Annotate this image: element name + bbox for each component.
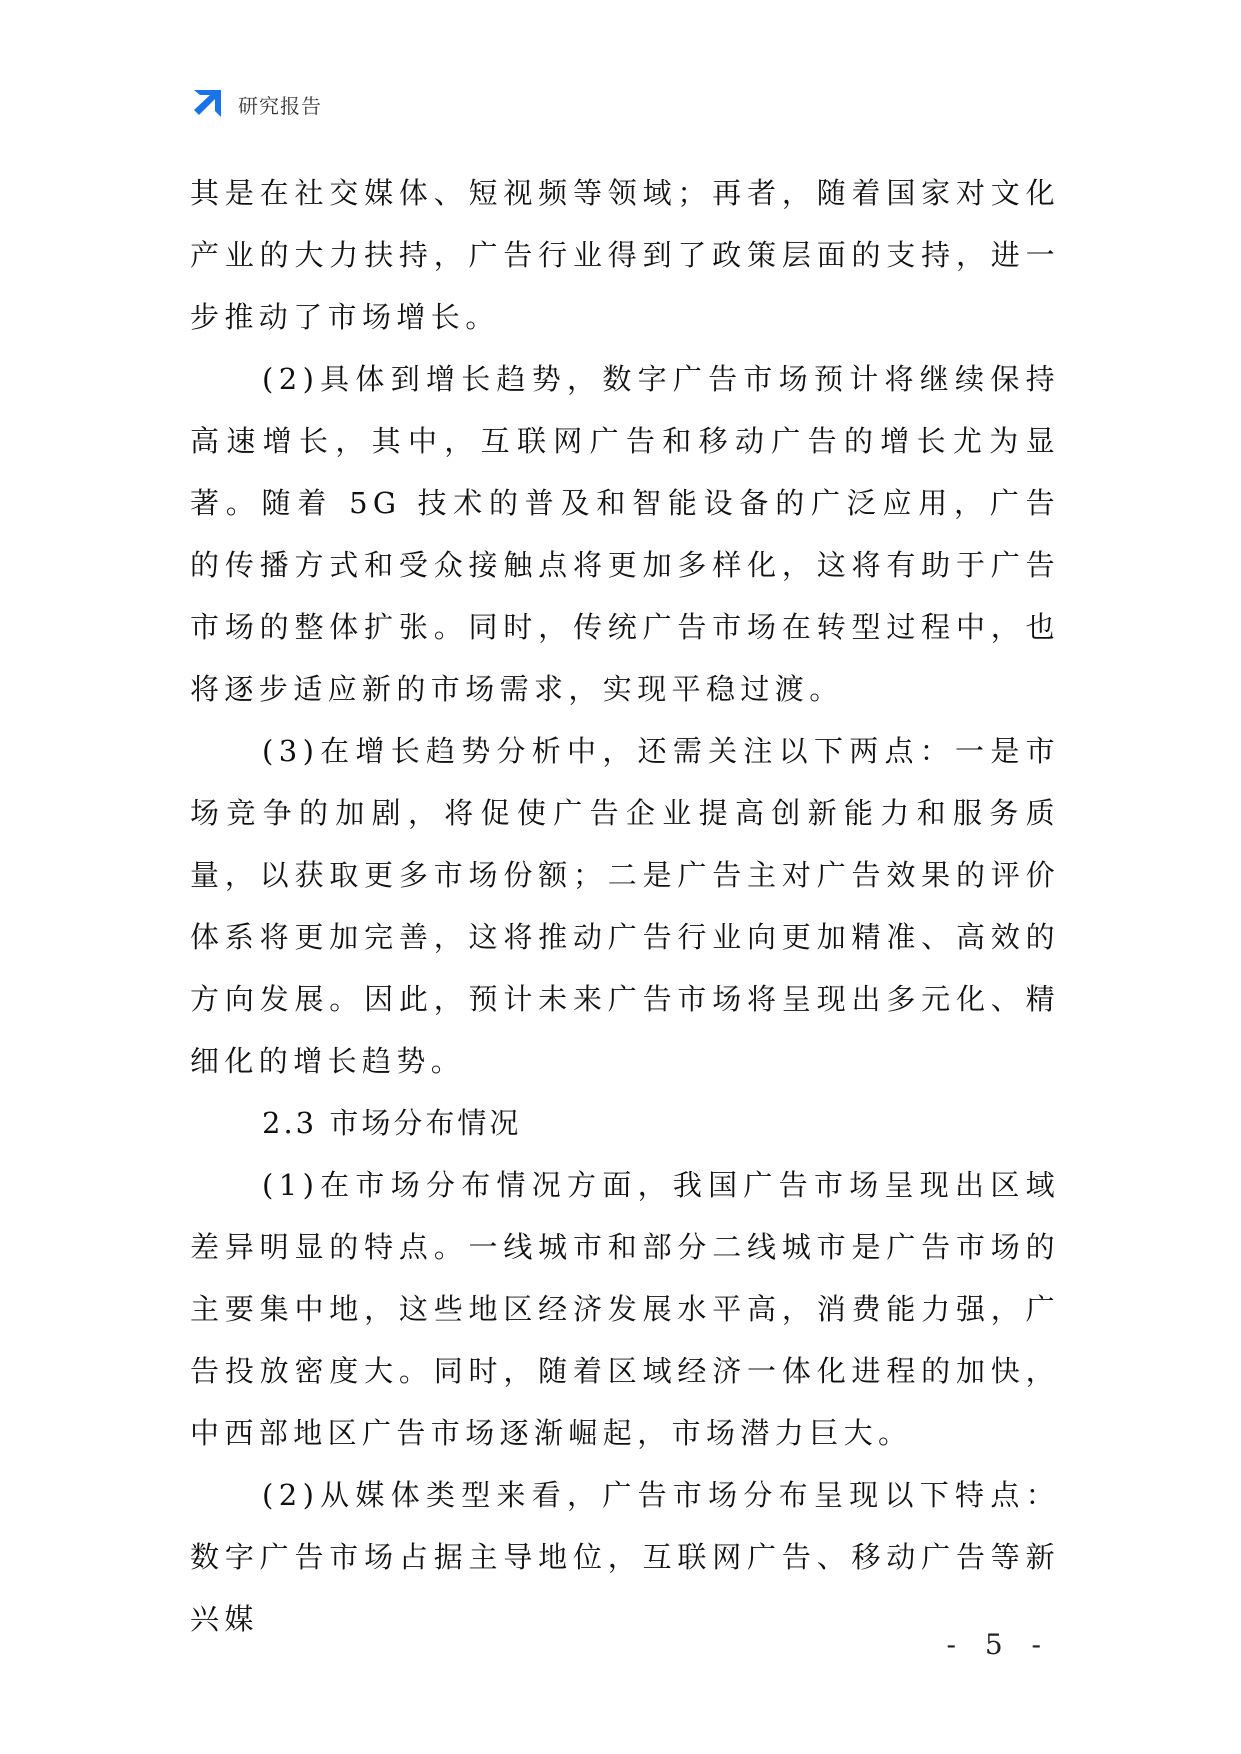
arrow-up-right-icon xyxy=(190,87,224,121)
page-number: - 5 - xyxy=(946,1628,1051,1661)
body-paragraph: (1)在市场分布情况方面，我国广告市场呈现出区域差异明显的特点。一线城市和部分二线城市是广告市场的主要集中地，这些地区经济发展水平高，消费能力强，广告投放密度大。同时，随着区域经济一体化进程的加快，中西部地区广告市场逐渐崛起，市场潜力巨大。 xyxy=(190,1168,1060,1450)
body-paragraph: (2)从媒体类型来看，广告市场分布呈现以下特点：数字广告市场占据主导地位，互联网广告、移动广告等新兴媒 xyxy=(190,1478,1060,1636)
document-body xyxy=(190,162,1060,1650)
section-heading: 2.3 市场分布情况 xyxy=(262,1106,522,1140)
page-header xyxy=(190,86,322,122)
header-title: 研究报告 xyxy=(238,93,322,118)
body-paragraph: (2)具体到增长趋势，数字广告市场预计将继续保持高速增长，其中，互联网广告和移动广告的增长尤为显著。随着 5G 技术的普及和智能设备的广泛应用，广告的传播方式和受众接触点将更加多样化，这将有助于广告市场的整体扩张。同时，传统广告市场在转型过程中，也将逐步适应新的市场需求，实现平稳过渡。 xyxy=(190,362,1060,706)
body-paragraph: 其是在社交媒体、短视频等领域；再者，随着国家对文化产业的大力扶持，广告行业得到了政策层面的支持，进一步推动了市场增长。 xyxy=(190,176,1060,334)
body-paragraph: (3)在增长趋势分析中，还需关注以下两点：一是市场竞争的加剧，将促使广告企业提高创新能力和服务质量，以获取更多市场份额；二是广告主对广告效果的评价体系将更加完善，这将推动广告行业向更加精准、高效的方向发展。因此，预计未来广告市场将呈现出多元化、精细化的增长趋势。 xyxy=(190,734,1060,1078)
